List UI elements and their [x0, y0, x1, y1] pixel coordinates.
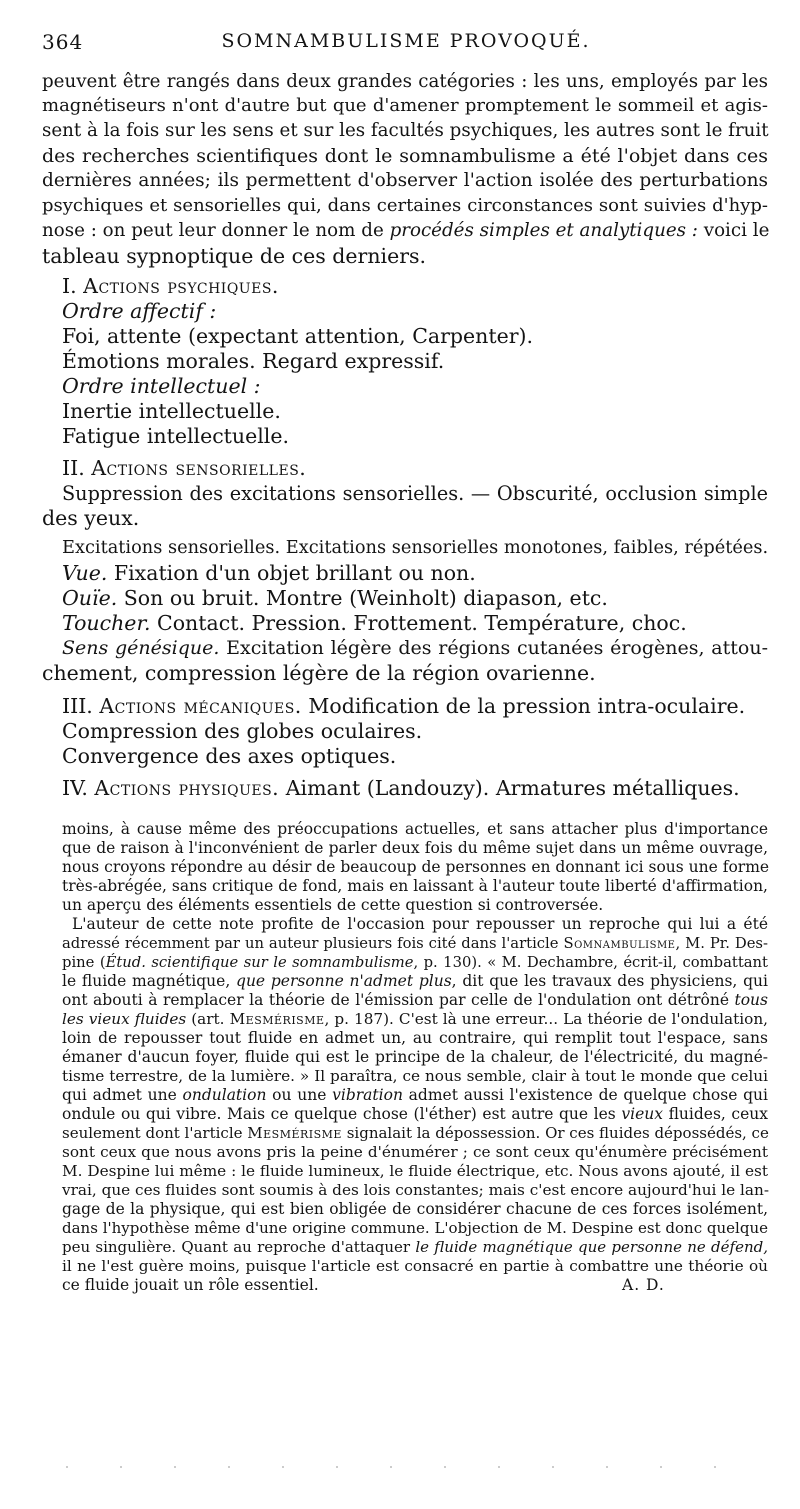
footnote-line: dans l'hypothèse même d'une origine commune. L'objection de M. Despine est donc quelque	[62, 1219, 768, 1237]
text-run: fluides, ceux	[662, 1105, 769, 1123]
text-line: dernières années; ils permettent d'observer l'action isolée des perturbations	[42, 170, 768, 191]
italic-phrase: vibration	[332, 1086, 403, 1104]
footnote-line	[62, 972, 768, 991]
text-run: Excitation légère des régions cutanées érogènes, attou-	[219, 637, 768, 659]
italic-phrase: que personne n'admet plus	[236, 972, 452, 990]
footnote-line	[62, 934, 768, 953]
section-heading	[62, 694, 745, 718]
roman-numeral: II.	[62, 456, 85, 480]
roman-numeral: IV.	[62, 776, 88, 800]
footnote-line: L'auteur de cette note profite de l'occasion pour repousser un reproche qui lui a été	[72, 915, 768, 933]
running-header	[42, 30, 770, 56]
text-run: , M. Pr. Des-	[675, 935, 768, 952]
text-line: psychiques et sensorielles qui, dans certaines circonstances sont suivies d'hyp-	[42, 195, 768, 216]
text-run: voici le	[697, 220, 770, 241]
text-run: Modification de la pression intra-oculaire.	[308, 694, 746, 718]
italic-phrase: tous	[734, 991, 768, 1009]
text-run: Contact. Pression. Frottement. Température, choc.	[150, 611, 687, 635]
subheading-intellectuel: Ordre intellectuel :	[62, 374, 261, 398]
list-item: Émotions morales. Regard expressif.	[62, 349, 445, 373]
sense-label: Ouïe.	[62, 586, 118, 610]
page-number: 364	[42, 30, 84, 54]
text-run: peu singulière. Quant au reproche d'attaquer	[62, 1238, 416, 1256]
list-item: Inertie intellectuelle.	[62, 399, 281, 423]
italic-phrase: ondulation	[182, 1086, 267, 1104]
text-run: signalait la dépossession. Or ces fluides dépossédés, ce	[341, 1124, 769, 1142]
list-item: Convergence des axes optiques.	[62, 744, 397, 768]
footnote-line: émaner d'aucun foyer, fluide qui est le principe de la chaleur, de l'électricité, du magné-	[62, 1048, 768, 1066]
text-run: qui admet une	[62, 1086, 183, 1104]
subheading-affectif: Ordre affectif :	[62, 299, 217, 323]
footnote-line: que de raison à l'inconvénient de parler deux fois du même sujet dans un même ouvrage,	[62, 839, 768, 857]
footnote-line	[62, 953, 768, 972]
scan-dots-decoration	[40, 1466, 760, 1468]
footnote-line: un aperçu des éléments essentiels de cette question si controversée.	[62, 896, 604, 914]
footnote-line	[62, 1086, 768, 1105]
italic-phrase: les vieux fluides	[62, 1010, 187, 1028]
text-line: peuvent être rangés dans deux grandes catégories : les uns, employés par les	[42, 71, 768, 92]
footnote-signature: A. D.	[622, 1276, 665, 1294]
section-heading	[62, 776, 740, 800]
text-run: Fixation d'un objet brillant ou non.	[107, 561, 476, 585]
text-run: Aimant (Landouzy). Armatures métalliques.	[285, 776, 740, 800]
list-item: Compression des globes oculaires.	[62, 719, 423, 743]
text-run: (art.	[186, 1010, 230, 1028]
list-item-continuation: des yeux.	[42, 506, 140, 530]
section-heading	[62, 456, 306, 480]
list-item: Suppression des excitations sensorielles. — Obscurité, occlusion simple	[62, 482, 768, 505]
text-run: adressé récemment par un auteur plusieurs fois cité dans l'article	[62, 935, 564, 952]
italic-phrase: vieux	[621, 1105, 663, 1123]
text-line: magnétiseurs n'ont d'autre but que d'amener promptement le sommeil et agis-	[42, 95, 768, 116]
footnote-line: il ne l'est guère moins, puisque l'article est consacré en partie à combattre une théorie où	[62, 1257, 768, 1275]
list-item	[62, 611, 687, 635]
section-title: Actions psychiques.	[83, 274, 279, 298]
section-title: Actions sensorielles.	[91, 456, 307, 480]
sense-label: Sens génésique.	[62, 637, 220, 659]
footnote-line	[62, 1105, 768, 1124]
footnote-line: gage de la physique, qui est bien obligée de considérer chacune de ces forces isolément,	[62, 1200, 768, 1218]
text-run: Son ou bruit. Montre (Weinholt) diapason, etc.	[117, 586, 608, 610]
footnote-line: moins, à cause même des préoccupations actuelles, et sans attacher plus d'importance	[62, 820, 768, 838]
footnote-line: vrai, que ces fluides sont soumis à des lois constantes; mais c'est encore aujourd'hui le lan-	[62, 1181, 769, 1199]
list-item: Excitations sensorielles. Excitations sensorielles monotones, faibles, répétées.	[62, 538, 769, 558]
article-title: Mesmérisme	[247, 1124, 342, 1142]
book-title: Étud. scientifique sur le somnambulisme	[105, 954, 414, 971]
text-run: ou une	[266, 1086, 333, 1104]
text-run: ondule ou qui vibre. Mais ce quelque chose (l'éther) est autre que les	[62, 1105, 622, 1123]
text-line: tableau sypnoptique de ces derniers.	[42, 244, 427, 268]
text-run: , p. 187). C'est là une erreur... La théorie de l'ondulation,	[324, 1010, 768, 1028]
footnote-line: ce fluide jouait un rôle essentiel.	[62, 1276, 319, 1294]
section-title: Actions physiques.	[94, 776, 280, 800]
footnote-line: très-abrégée, sans critique de fond, mais en laissant à l'auteur toute liberté d'affirmation,	[62, 877, 768, 895]
list-item	[62, 586, 608, 610]
text-run: , dit que les travaux des physiciens, qui	[451, 972, 768, 990]
section-title: Actions mécaniques.	[99, 694, 302, 718]
footnote-line: nous croyons répondre au désir de beaucoup de personnes en donnant ici sous une forme	[62, 858, 770, 876]
footnote-line: M. Despine lui même : le fluide lumineux, le fluide électrique, etc. Nous avons ajouté, il est	[62, 1162, 768, 1180]
list-item: Foi, attente (expectant attention, Carpenter).	[62, 324, 534, 348]
text-run: le fluide magnétique,	[62, 972, 237, 990]
article-title: Mesmérisme	[229, 1010, 325, 1028]
section-heading	[62, 274, 279, 298]
footnote-line: tisme terrestre, de la lumière. » Il paraîtra, ce nous semble, clair à tout le monde que celui	[62, 1067, 768, 1085]
footnote-line: loin de repousser tout fluide en admet un, au contraire, qui remplit tout l'espace, sans	[62, 1029, 768, 1047]
footnote-line	[62, 1010, 768, 1029]
italic-term: procédés simples et analytiques :	[389, 220, 698, 241]
roman-numeral: III.	[62, 694, 93, 718]
text-run: seulement dont l'article	[62, 1124, 248, 1142]
footnote-line	[62, 1124, 768, 1143]
footnote-line	[62, 991, 768, 1010]
list-item: Fatigue intellectuelle.	[62, 424, 290, 448]
running-title: SOMNAMBULISME PROVOQUÉ.	[221, 30, 591, 52]
sense-label: Toucher.	[62, 611, 151, 635]
text-line	[42, 219, 768, 243]
roman-numeral: I.	[62, 274, 77, 298]
text-run: pine (	[62, 954, 106, 971]
list-item	[62, 561, 476, 585]
article-title: Somnambulisme	[563, 935, 676, 952]
text-run: nose : on peut leur donner le nom de	[42, 220, 390, 241]
sense-label: Vue.	[62, 561, 108, 585]
footnote-line: sont ceux que nous avons pris la peine d'énumérer ; ce sont ceux qu'énumère précisément	[62, 1143, 768, 1161]
italic-phrase: le fluide magnétique que personne ne défend,	[415, 1238, 768, 1256]
list-item	[62, 636, 768, 660]
text-run: , p. 130). « M. Dechambre, écrit-il, combattant	[413, 954, 768, 971]
text-line: sent à la fois sur les sens et sur les facultés psychiques, les autres sont le fruit	[42, 120, 769, 141]
footnote-line	[62, 1238, 768, 1257]
text-run: admet aussi l'existence de quelque chose qui	[402, 1086, 768, 1104]
list-item-continuation: chement, compression légère de la région ovarienne.	[42, 661, 596, 685]
text-line: des recherches scientifiques dont le somnambulisme a été l'objet dans ces	[42, 145, 768, 167]
text-run: ont abouti à remplacer la théorie de l'émission par celle de l'ondulation ont détrôné	[62, 991, 735, 1009]
